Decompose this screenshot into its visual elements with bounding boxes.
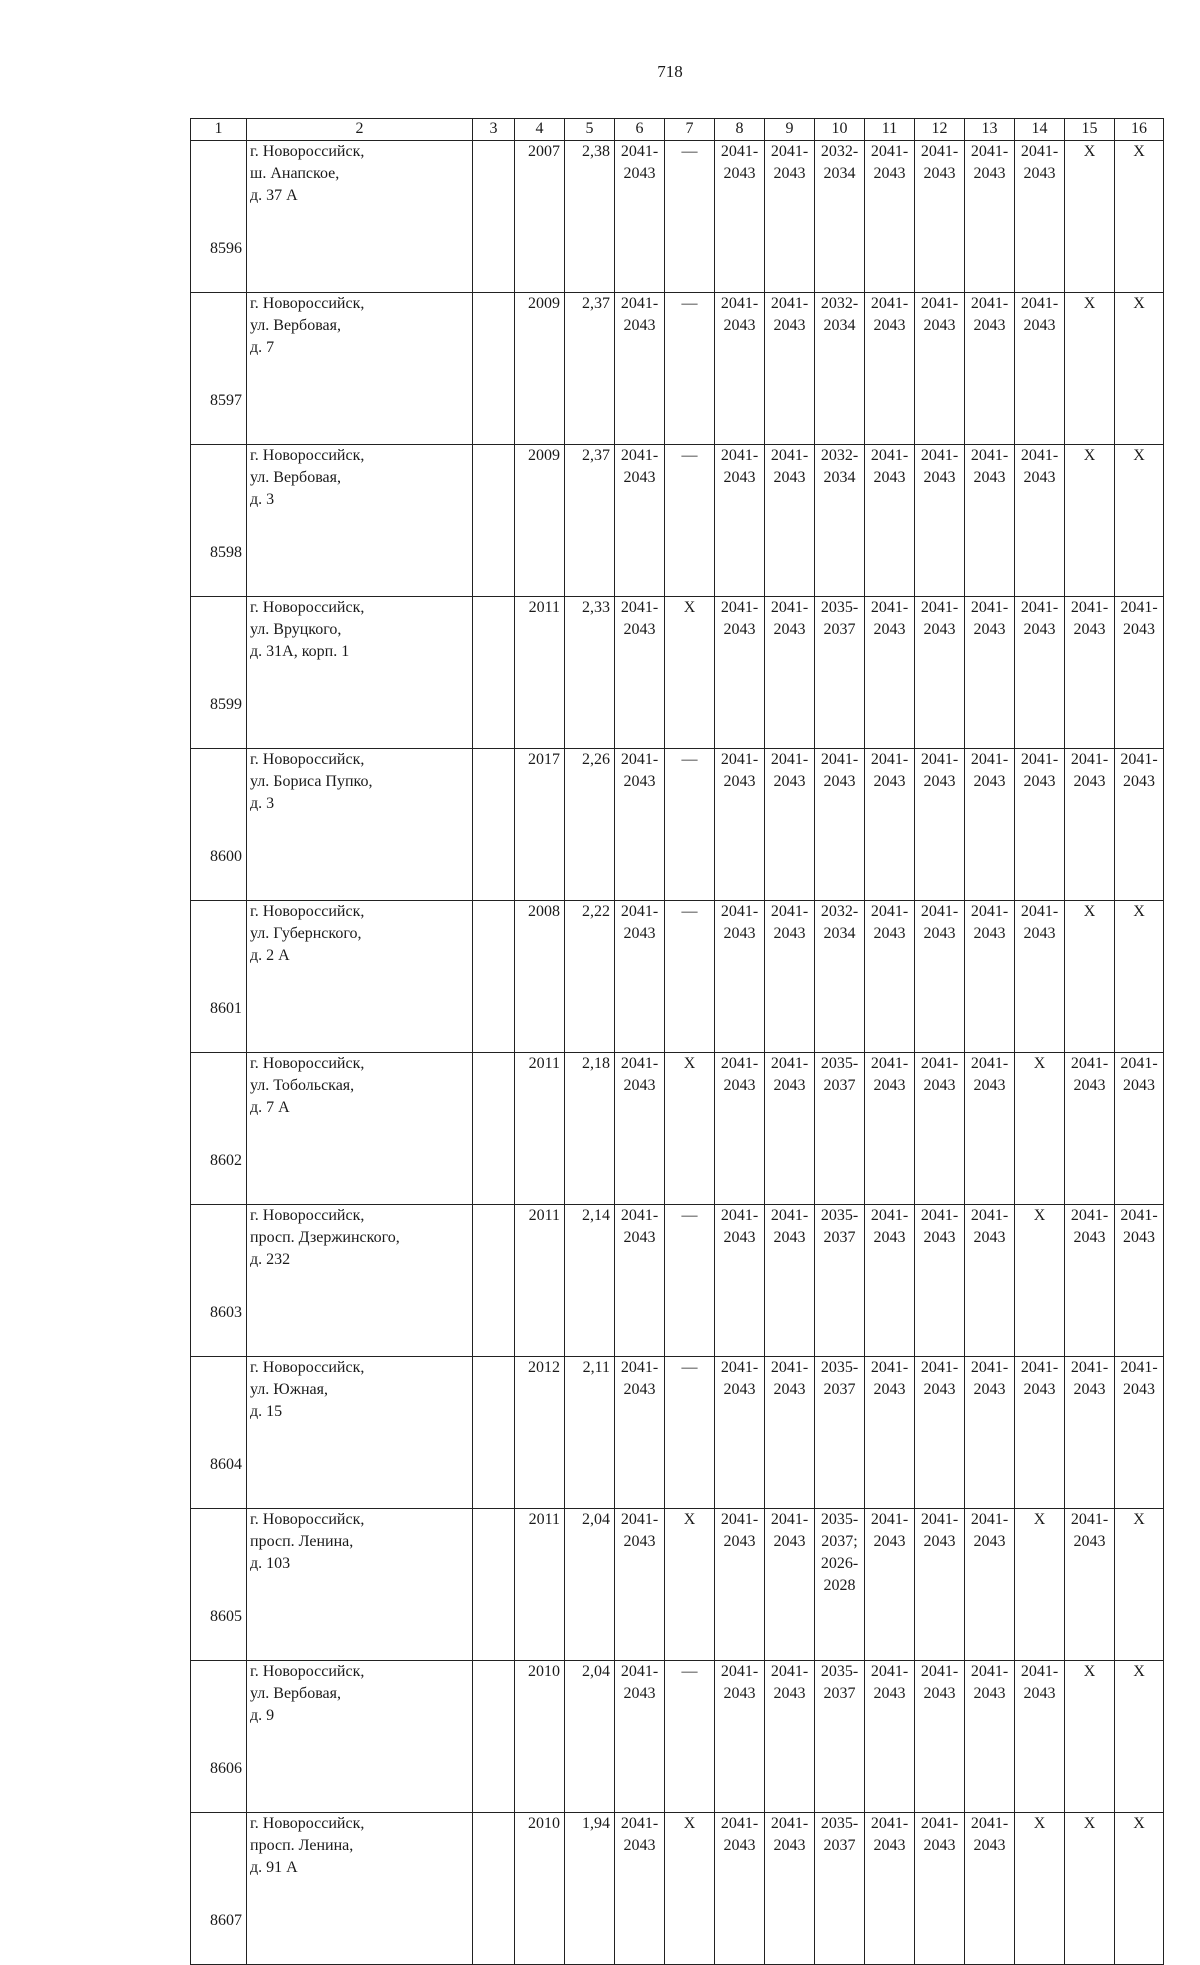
address-cell xyxy=(247,141,473,293)
cell-col-11: 2041-2043 xyxy=(865,1509,915,1661)
cell-col-16: Х xyxy=(1115,1509,1164,1661)
table-row xyxy=(191,141,1164,293)
cell-col-15: Х xyxy=(1065,141,1115,293)
cell-col-15: 2041-2043 xyxy=(1065,1205,1115,1357)
address-line: г. Новороссийск, xyxy=(250,1207,365,1224)
cell-col-11: 2041-2043 xyxy=(865,901,915,1053)
cell-col-9: 2041-2043 xyxy=(765,1205,815,1357)
cell-col-10: 2035-2037 xyxy=(815,1053,865,1205)
cell-col-13: 2041-2043 xyxy=(965,1661,1015,1813)
cell-col-6: 2041-2043 xyxy=(615,141,665,293)
cell-col-5: 2,26 xyxy=(565,749,615,901)
address-cell xyxy=(247,445,473,597)
address-line: просп. Ленина, xyxy=(250,1533,354,1550)
cell-col-15: 2041-2043 xyxy=(1065,1053,1115,1205)
cell-col-14: 2041-2043 xyxy=(1015,141,1065,293)
record-number: 8601 xyxy=(191,901,247,1053)
cell-col-10: 2035-2037 xyxy=(815,1357,865,1509)
address-cell xyxy=(247,293,473,445)
address-line: г. Новороссийск, xyxy=(250,1055,365,1072)
cell-col-5: 2,14 xyxy=(565,1205,615,1357)
cell-col-7: — xyxy=(665,901,715,1053)
address-line: г. Новороссийск, xyxy=(250,903,365,920)
table-row xyxy=(191,1661,1164,1813)
cell-col-4: 2011 xyxy=(515,1053,565,1205)
cell-col-11: 2041-2043 xyxy=(865,1357,915,1509)
record-number: 8600 xyxy=(191,749,247,901)
address-line: д. 15 xyxy=(250,1403,283,1420)
cell-col-3 xyxy=(473,1661,515,1813)
address-line: ул. Губернского, xyxy=(250,925,362,942)
cell-col-5: 2,04 xyxy=(565,1661,615,1813)
address-line: д. 91 А xyxy=(250,1859,298,1876)
cell-col-9: 2041-2043 xyxy=(765,1357,815,1509)
cell-col-14: 2041-2043 xyxy=(1015,293,1065,445)
cell-col-3 xyxy=(473,901,515,1053)
address-line: г. Новороссийск, xyxy=(250,1511,365,1528)
cell-col-11: 2041-2043 xyxy=(865,597,915,749)
address-line: г. Новороссийск, xyxy=(250,1663,365,1680)
column-header-4: 4 xyxy=(515,119,565,141)
cell-col-8: 2041-2043 xyxy=(715,1661,765,1813)
address-line: ул. Тобольская, xyxy=(250,1077,355,1094)
cell-col-12: 2041-2043 xyxy=(915,293,965,445)
cell-col-7: Х xyxy=(665,1813,715,1965)
cell-col-10: 2041-2043 xyxy=(815,749,865,901)
cell-col-16: 2041-2043 xyxy=(1115,1205,1164,1357)
column-header-12: 12 xyxy=(915,119,965,141)
address-line: ул. Вербовая, xyxy=(250,1685,341,1702)
cell-col-12: 2041-2043 xyxy=(915,1357,965,1509)
cell-col-16: Х xyxy=(1115,445,1164,597)
cell-col-16: 2041-2043 xyxy=(1115,1053,1164,1205)
cell-col-12: 2041-2043 xyxy=(915,1813,965,1965)
cell-col-16: Х xyxy=(1115,141,1164,293)
cell-col-16: Х xyxy=(1115,293,1164,445)
cell-col-11: 2041-2043 xyxy=(865,141,915,293)
cell-col-8: 2041-2043 xyxy=(715,901,765,1053)
cell-col-7: — xyxy=(665,445,715,597)
cell-col-4: 2011 xyxy=(515,1509,565,1661)
cell-col-4: 2010 xyxy=(515,1813,565,1965)
record-number: 8599 xyxy=(191,597,247,749)
table-row xyxy=(191,901,1164,1053)
cell-col-16: Х xyxy=(1115,1813,1164,1965)
cell-col-14: 2041-2043 xyxy=(1015,597,1065,749)
cell-col-5: 2,18 xyxy=(565,1053,615,1205)
cell-col-13: 2041-2043 xyxy=(965,1813,1015,1965)
column-header-10: 10 xyxy=(815,119,865,141)
cell-col-7: — xyxy=(665,293,715,445)
cell-col-14: 2041-2043 xyxy=(1015,749,1065,901)
cell-col-7: — xyxy=(665,141,715,293)
cell-col-13: 2041-2043 xyxy=(965,597,1015,749)
cell-col-15: 2041-2043 xyxy=(1065,597,1115,749)
cell-col-8: 2041-2043 xyxy=(715,1813,765,1965)
cell-col-9: 2041-2043 xyxy=(765,749,815,901)
record-number: 8603 xyxy=(191,1205,247,1357)
cell-col-11: 2041-2043 xyxy=(865,1053,915,1205)
cell-col-13: 2041-2043 xyxy=(965,1509,1015,1661)
column-header-6: 6 xyxy=(615,119,665,141)
address-cell xyxy=(247,1357,473,1509)
cell-col-13: 2041-2043 xyxy=(965,445,1015,597)
cell-col-16: 2041-2043 xyxy=(1115,1357,1164,1509)
cell-col-14: 2041-2043 xyxy=(1015,901,1065,1053)
cell-col-9: 2041-2043 xyxy=(765,1813,815,1965)
column-header-7: 7 xyxy=(665,119,715,141)
cell-col-13: 2041-2043 xyxy=(965,1053,1015,1205)
address-cell xyxy=(247,1053,473,1205)
record-number: 8597 xyxy=(191,293,247,445)
address-line: д. 31А, корп. 1 xyxy=(250,643,350,660)
cell-col-10: 2032-2034 xyxy=(815,901,865,1053)
cell-col-15: Х xyxy=(1065,293,1115,445)
cell-col-9: 2041-2043 xyxy=(765,445,815,597)
cell-col-6: 2041-2043 xyxy=(615,1509,665,1661)
cell-col-4: 2009 xyxy=(515,445,565,597)
cell-col-8: 2041-2043 xyxy=(715,749,765,901)
cell-col-5: 2,38 xyxy=(565,141,615,293)
cell-col-3 xyxy=(473,445,515,597)
table-row xyxy=(191,1357,1164,1509)
cell-col-7: — xyxy=(665,749,715,901)
table-row xyxy=(191,293,1164,445)
cell-col-9: 2041-2043 xyxy=(765,141,815,293)
cell-col-8: 2041-2043 xyxy=(715,1509,765,1661)
cell-col-7: — xyxy=(665,1205,715,1357)
address-line: д. 7 xyxy=(250,339,275,356)
cell-col-3 xyxy=(473,597,515,749)
cell-col-10: 2035-2037 xyxy=(815,1813,865,1965)
address-cell xyxy=(247,1509,473,1661)
record-number: 8602 xyxy=(191,1053,247,1205)
cell-col-12: 2041-2043 xyxy=(915,749,965,901)
cell-col-15: 2041-2043 xyxy=(1065,1357,1115,1509)
cell-col-15: Х xyxy=(1065,901,1115,1053)
address-cell xyxy=(247,749,473,901)
cell-col-10: 2035-2037; 2026-2028 xyxy=(815,1509,865,1661)
cell-col-4: 2011 xyxy=(515,1205,565,1357)
header-row xyxy=(191,119,1164,141)
cell-col-9: 2041-2043 xyxy=(765,1053,815,1205)
address-line: г. Новороссийск, xyxy=(250,599,365,616)
cell-col-13: 2041-2043 xyxy=(965,141,1015,293)
cell-col-12: 2041-2043 xyxy=(915,1205,965,1357)
column-header-13: 13 xyxy=(965,119,1015,141)
cell-col-14: Х xyxy=(1015,1813,1065,1965)
cell-col-14: Х xyxy=(1015,1509,1065,1661)
cell-col-14: Х xyxy=(1015,1205,1065,1357)
address-line: ул. Бориса Пупко, xyxy=(250,773,373,790)
cell-col-16: Х xyxy=(1115,1661,1164,1813)
cell-col-7: Х xyxy=(665,1509,715,1661)
cell-col-12: 2041-2043 xyxy=(915,445,965,597)
cell-col-12: 2041-2043 xyxy=(915,1053,965,1205)
address-line: г. Новороссийск, xyxy=(250,143,365,160)
cell-col-5: 2,37 xyxy=(565,445,615,597)
cell-col-5: 2,04 xyxy=(565,1509,615,1661)
cell-col-3 xyxy=(473,1357,515,1509)
cell-col-8: 2041-2043 xyxy=(715,1053,765,1205)
cell-col-15: 2041-2043 xyxy=(1065,749,1115,901)
cell-col-7: — xyxy=(665,1357,715,1509)
cell-col-11: 2041-2043 xyxy=(865,1205,915,1357)
cell-col-5: 1,94 xyxy=(565,1813,615,1965)
cell-col-6: 2041-2043 xyxy=(615,749,665,901)
cell-col-14: 2041-2043 xyxy=(1015,445,1065,597)
record-number: 8607 xyxy=(191,1813,247,1965)
address-line: г. Новороссийск, xyxy=(250,751,365,768)
record-number: 8605 xyxy=(191,1509,247,1661)
address-cell xyxy=(247,1661,473,1813)
cell-col-16: 2041-2043 xyxy=(1115,749,1164,901)
cell-col-5: 2,11 xyxy=(565,1357,615,1509)
register-table xyxy=(190,118,1164,1965)
cell-col-8: 2041-2043 xyxy=(715,1205,765,1357)
cell-col-13: 2041-2043 xyxy=(965,1357,1015,1509)
address-line: г. Новороссийск, xyxy=(250,295,365,312)
table-row xyxy=(191,1053,1164,1205)
cell-col-7: — xyxy=(665,1661,715,1813)
cell-col-10: 2032-2034 xyxy=(815,141,865,293)
cell-col-5: 2,33 xyxy=(565,597,615,749)
table-row xyxy=(191,1509,1164,1661)
cell-col-12: 2041-2043 xyxy=(915,1509,965,1661)
cell-col-8: 2041-2043 xyxy=(715,1357,765,1509)
cell-col-16: Х xyxy=(1115,901,1164,1053)
cell-col-13: 2041-2043 xyxy=(965,901,1015,1053)
column-header-8: 8 xyxy=(715,119,765,141)
address-line: ул. Вербовая, xyxy=(250,469,341,486)
cell-col-7: Х xyxy=(665,597,715,749)
cell-col-10: 2032-2034 xyxy=(815,293,865,445)
cell-col-14: 2041-2043 xyxy=(1015,1357,1065,1509)
column-header-11: 11 xyxy=(865,119,915,141)
cell-col-16: 2041-2043 xyxy=(1115,597,1164,749)
cell-col-10: 2032-2034 xyxy=(815,445,865,597)
column-header-2: 2 xyxy=(247,119,473,141)
cell-col-12: 2041-2043 xyxy=(915,901,965,1053)
cell-col-14: 2041-2043 xyxy=(1015,1661,1065,1813)
cell-col-9: 2041-2043 xyxy=(765,1509,815,1661)
cell-col-10: 2035-2037 xyxy=(815,1205,865,1357)
cell-col-11: 2041-2043 xyxy=(865,1813,915,1965)
cell-col-8: 2041-2043 xyxy=(715,141,765,293)
address-line: ул. Вруцкого, xyxy=(250,621,342,638)
cell-col-4: 2008 xyxy=(515,901,565,1053)
cell-col-6: 2041-2043 xyxy=(615,901,665,1053)
table-row xyxy=(191,1813,1164,1965)
address-line: г. Новороссийск, xyxy=(250,1359,365,1376)
cell-col-11: 2041-2043 xyxy=(865,445,915,597)
address-line: г. Новороссийск, xyxy=(250,1815,365,1832)
cell-col-12: 2041-2043 xyxy=(915,597,965,749)
cell-col-13: 2041-2043 xyxy=(965,293,1015,445)
table-row xyxy=(191,749,1164,901)
cell-col-8: 2041-2043 xyxy=(715,293,765,445)
cell-col-9: 2041-2043 xyxy=(765,1661,815,1813)
cell-col-9: 2041-2043 xyxy=(765,293,815,445)
cell-col-15: 2041-2043 xyxy=(1065,1509,1115,1661)
address-line: д. 103 xyxy=(250,1555,291,1572)
cell-col-3 xyxy=(473,1053,515,1205)
address-cell xyxy=(247,597,473,749)
address-line: д. 3 xyxy=(250,491,275,508)
address-line: д. 2 А xyxy=(250,947,290,964)
address-line: г. Новороссийск, xyxy=(250,447,365,464)
cell-col-4: 2011 xyxy=(515,597,565,749)
cell-col-8: 2041-2043 xyxy=(715,445,765,597)
cell-col-4: 2010 xyxy=(515,1661,565,1813)
cell-col-4: 2009 xyxy=(515,293,565,445)
record-number: 8604 xyxy=(191,1357,247,1509)
column-header-9: 9 xyxy=(765,119,815,141)
cell-col-6: 2041-2043 xyxy=(615,1357,665,1509)
cell-col-6: 2041-2043 xyxy=(615,293,665,445)
cell-col-3 xyxy=(473,141,515,293)
cell-col-11: 2041-2043 xyxy=(865,749,915,901)
cell-col-9: 2041-2043 xyxy=(765,597,815,749)
table-row xyxy=(191,1205,1164,1357)
column-header-1: 1 xyxy=(191,119,247,141)
address-cell xyxy=(247,1205,473,1357)
address-line: ул. Вербовая, xyxy=(250,317,341,334)
cell-col-12: 2041-2043 xyxy=(915,1661,965,1813)
cell-col-14: Х xyxy=(1015,1053,1065,1205)
cell-col-6: 2041-2043 xyxy=(615,1813,665,1965)
cell-col-5: 2,37 xyxy=(565,293,615,445)
address-line: д. 232 xyxy=(250,1251,291,1268)
address-line: д. 7 А xyxy=(250,1099,290,1116)
column-header-5: 5 xyxy=(565,119,615,141)
address-line: ш. Анапское, xyxy=(250,165,340,182)
record-number: 8606 xyxy=(191,1661,247,1813)
page-number: 718 xyxy=(657,62,683,81)
cell-col-15: Х xyxy=(1065,1661,1115,1813)
cell-col-15: Х xyxy=(1065,1813,1115,1965)
address-cell xyxy=(247,1813,473,1965)
cell-col-13: 2041-2043 xyxy=(965,1205,1015,1357)
cell-col-15: Х xyxy=(1065,445,1115,597)
cell-col-6: 2041-2043 xyxy=(615,1053,665,1205)
address-line: д. 37 А xyxy=(250,187,298,204)
cell-col-3 xyxy=(473,1813,515,1965)
address-line: ул. Южная, xyxy=(250,1381,328,1398)
table-row xyxy=(191,445,1164,597)
column-header-3: 3 xyxy=(473,119,515,141)
address-line: д. 3 xyxy=(250,795,275,812)
address-cell xyxy=(247,901,473,1053)
cell-col-3 xyxy=(473,749,515,901)
cell-col-6: 2041-2043 xyxy=(615,1205,665,1357)
cell-col-7: Х xyxy=(665,1053,715,1205)
cell-col-13: 2041-2043 xyxy=(965,749,1015,901)
address-line: просп. Ленина, xyxy=(250,1837,354,1854)
cell-col-11: 2041-2043 xyxy=(865,293,915,445)
cell-col-3 xyxy=(473,1509,515,1661)
cell-col-4: 2007 xyxy=(515,141,565,293)
cell-col-11: 2041-2043 xyxy=(865,1661,915,1813)
cell-col-10: 2035-2037 xyxy=(815,1661,865,1813)
cell-col-12: 2041-2043 xyxy=(915,141,965,293)
cell-col-4: 2012 xyxy=(515,1357,565,1509)
record-number: 8598 xyxy=(191,445,247,597)
cell-col-3 xyxy=(473,1205,515,1357)
record-number: 8596 xyxy=(191,141,247,293)
cell-col-3 xyxy=(473,293,515,445)
cell-col-6: 2041-2043 xyxy=(615,597,665,749)
address-line: д. 9 xyxy=(250,1707,275,1724)
column-header-16: 16 xyxy=(1115,119,1164,141)
cell-col-5: 2,22 xyxy=(565,901,615,1053)
column-header-14: 14 xyxy=(1015,119,1065,141)
cell-col-4: 2017 xyxy=(515,749,565,901)
cell-col-6: 2041-2043 xyxy=(615,445,665,597)
table-row xyxy=(191,597,1164,749)
column-header-15: 15 xyxy=(1065,119,1115,141)
cell-col-9: 2041-2043 xyxy=(765,901,815,1053)
cell-col-8: 2041-2043 xyxy=(715,597,765,749)
address-line: просп. Дзержинского, xyxy=(250,1229,400,1246)
cell-col-10: 2035-2037 xyxy=(815,597,865,749)
cell-col-6: 2041-2043 xyxy=(615,1661,665,1813)
